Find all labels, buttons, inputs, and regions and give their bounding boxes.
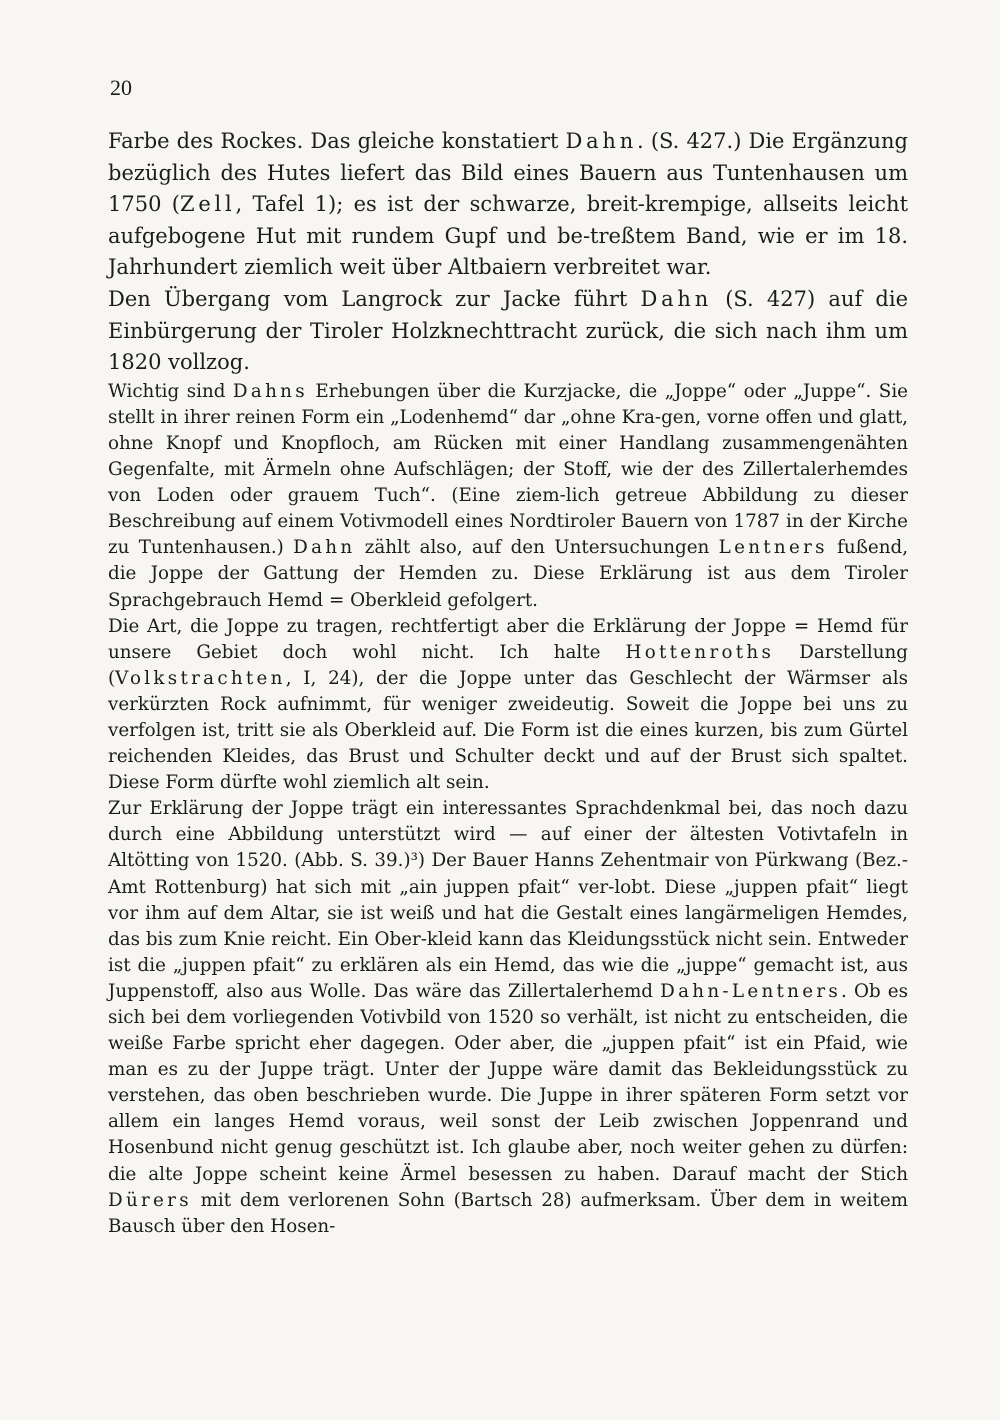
text-segment: . Ob es sich bei dem vorliegenden Votivbild von 1520 so verhält, ist nicht zu entscheiden, die weiße Farbe spricht eher dagegen. Oder aber, die „juppen pfait“ ist ein Pfaid, wie man es zu der Juppe trägt. Unter der Juppe wäre damit das Bekleidungsstück zu verstehen, das oben beschrieben wurde. Die Juppe in ihrer späteren Form setzt vor allem ein langes Hemd voraus, weil sonst der Leib zwischen Joppenrand und Hosenbund nicht genug geschützt ist. Ich glaube aber, noch weiter gehen zu dürfen: die alte Joppe scheint keine Ärmel besessen zu haben. Darauf macht der Stich	[108, 980, 908, 1185]
text-segment: Darstellung (	[108, 641, 908, 689]
paragraph	[108, 796, 908, 1240]
text-segment: . (S. 427.) Die Ergänzung bezüglich des Hutes liefert das Bild eines Bauern aus Tuntenhausen um 1750 (	[108, 129, 908, 217]
text-segment: (S. 427) auf die Einbürgerung der Tiroler Holzknechttracht zurück, die sich nach ihm um 1820 vollzog.	[108, 286, 908, 375]
text-segment: , Tafel 1); es ist der schwarze, breit-krempige, allseits leicht aufgebogene Hut mit rundem Gupf und be-treßtem Band, wie er im 18. Jahrhundert ziemlich weit über Altbaiern verbreitet war.	[108, 192, 909, 280]
paragraph	[108, 614, 908, 797]
spaced-name: Dürers	[108, 1189, 192, 1211]
spaced-name: Volkstrachten	[115, 667, 286, 689]
spaced-name: Hottenroths	[625, 641, 775, 663]
paragraph	[108, 284, 908, 379]
text-segment: , I, 24), der die Joppe unter das Geschlecht der Wärmser als verkürzten Rock aufnimmt, für weniger zweideutig. Soweit die Joppe bei uns zu verfolgen ist, tritt sie als Oberkleid auf. Die Form ist die eines kurzen, bis zum Gürtel reichenden Kleides, das Brust und Schulter deckt und auf der Brust sich spaltet. Diese Form dürfte wohl ziemlich alt sein.	[108, 667, 908, 794]
spaced-name: Dahn	[293, 537, 356, 559]
text-segment: zählt also, auf den Untersuchungen	[355, 537, 719, 559]
spaced-name: Lentners	[718, 537, 828, 559]
text-segment: fußend, die Joppe der Gattung der Hemden zu. Diese Erklärung ist aus dem Tiroler Sprachgebrauch Hemd = Oberkleid gefolgert.	[108, 537, 909, 611]
paragraph	[108, 379, 908, 614]
spaced-name: Dahn	[640, 286, 713, 311]
body-text	[108, 126, 908, 1240]
spaced-name: Dahn-Lentners	[660, 980, 842, 1002]
text-segment: Wichtig sind	[108, 380, 233, 402]
text-segment: Erhebungen über die Kurzjacke, die „Joppe“ oder „Juppe“. Sie stellt in ihrer reinen Form ein „Lodenhemd“ dar „ohne Kra-gen, vorne offen und glatt, ohne Knopf und Knopfloch, am Rücken mit einer Handlang zusammengenähten Gegenfalte, mit Ärmeln ohne Aufschlägen; der Stoff, wie der des Zillertalerhemdes von Loden oder grauem Tuch“. (Eine ziem-lich getreue Abbildung zu dieser Beschreibung auf einem Votivmodell eines Nordtiroler Bauern von 1787 in der Kirche zu Tuntenhausen.)	[108, 380, 908, 559]
text-segment: Den Übergang vom Langrock zur Jacke führt	[108, 286, 641, 311]
text-segment: Zur Erklärung der Joppe trägt ein interessantes Sprachdenkmal bei, das noch dazu durch eine Abbildung unterstützt wird — auf einer der ältesten Votivtafeln in Altötting von 1520. (Abb. S. 39.)³) Der Bauer Hanns Zehentmair von Pürkwang (Bez.-Amt Rottenburg) hat sich mit „ain juppen pfait“ ver-lobt. Diese „juppen pfait“ liegt vor ihm auf dem Altar, sie ist weiß und hat die Gestalt eines langärmeligen Hemdes, das bis zum Knie reicht. Ein Ober-kleid kann das Kleidungsstück nicht sein. Entweder ist die „juppen pfait“ zu erklären als ein Hemd, das wie die „juppe“ gemacht ist, aus Juppenstoff, also aus Wolle. Das wäre das Zillertalerhemd	[108, 798, 908, 1002]
spaced-name: Dahns	[232, 380, 308, 402]
spaced-name: Zell	[179, 192, 236, 217]
text-segment: Farbe des Rockes. Das gleiche konstatiert	[108, 129, 566, 153]
paragraph	[108, 126, 908, 284]
text-segment: mit dem verlorenen Sohn (Bartsch 28) aufmerksam. Über dem in weitem Bausch über den Hosen-	[108, 1189, 908, 1237]
page-number: 20	[110, 75, 132, 100]
spaced-name: Dahn	[565, 129, 638, 153]
text-segment: Die Art, die Joppe zu tragen, rechtfertigt aber die Erklärung der Joppe = Hemd für unsere Gebiet doch wohl nicht. Ich halte	[108, 615, 908, 663]
